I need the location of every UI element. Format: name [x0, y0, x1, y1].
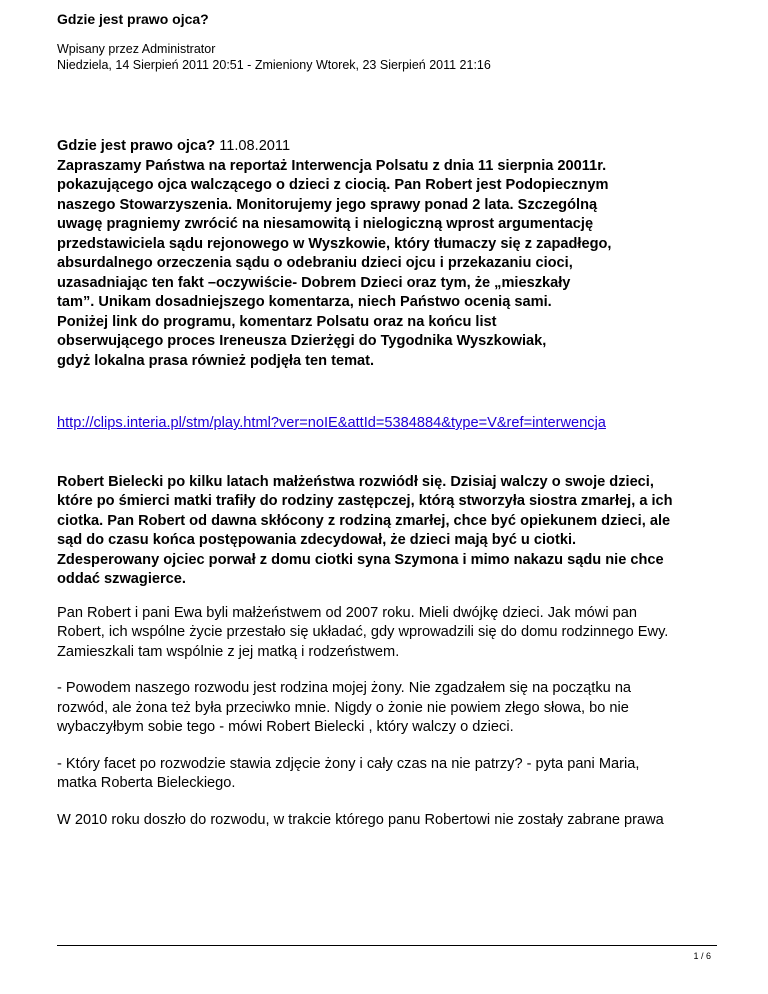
article-body: [57, 137, 723, 830]
body-paragraph-4: W 2010 roku doszło do rozwodu, w trakcie którego panu Robertowi nie zostały zabrane prawa: [57, 811, 664, 828]
links-intro-paragraph: Poniżej link do programu, komentarz Polsatu oraz na końcu list obserwującego proces Ireneusza Dzierżęgi do Tygodnika Wyszkowiak, gdyż lokalna prasa również podjęła ten temat.: [57, 313, 547, 369]
body-paragraph-1: Pan Robert i pani Ewa byli małżeństwem od 2007 roku. Mieli dwójkę dzieci. Jak mówi pan Robert, ich wspólne życie przestało się układać, gdy wprowadzili się do domu rodzinnego Ewy. Zamieszkali tam wspólnie z jej matką i rodzeństwem.: [57, 604, 669, 660]
page-number: 1 / 6: [693, 951, 711, 961]
dates-line: Niedziela, 14 Sierpień 2011 20:51 - Zmieniony Wtorek, 23 Sierpień 2011 21:16: [57, 58, 491, 72]
article-title: [57, 137, 723, 157]
page-header: [57, 10, 717, 73]
lead-paragraph: Robert Bielecki po kilku latach małżeństwa rozwiódł się. Dzisiaj walczy o swoje dzieci, które po śmierci matki trafiły do rodziny zastępczej, którą stworzyła siostra zmarłej, a ich ciotka. Pan Robert od dawna skłócony z rodziną zmarłej, chce być opiekunem dzieci, ale sąd do czasu końca postępowania zdecydował, że dzieci mają być u ciotki. Zdesperowany ojciec porwał z domu ciotki syna Szymona i mimo nakazu sądu nie chce oddać szwagierce.: [57, 473, 673, 587]
article-title-text: Gdzie jest prawo ojca?: [57, 138, 220, 154]
article-title-date: 11.08.2011: [219, 138, 291, 154]
body-paragraph-3: - Który facet po rozwodzie stawia zdjęcie żony i cały czas na nie patrzy? - pyta pani Maria, matka Roberta Bieleckiego.: [57, 755, 640, 791]
video-link[interactable]: http://clips.interia.pl/stm/play.html?ver=noIE&attId=5384884&type=V&ref=interwencja: [57, 415, 606, 431]
author-line: Wpisany przez Administrator: [57, 42, 216, 56]
document-title: Gdzie jest prawo ojca?: [57, 11, 209, 27]
intro-paragraph: Zapraszamy Państwa na reportaż Interwencja Polsatu z dnia 11 sierpnia 20011r. pokazującego ojca walczącego o dzieci z ciocią. Pan Robert jest Podopiecznym naszego Stowarzyszenia. Monitorujemy jego sprawy ponad 2 lata. Szczególną uwagę pragniemy zwrócić na niesamowitą i nielogiczną wprost argumentację przedstawiciela sądu rejonowego w Wyszkowie, który tłumaczy się z zapadłego, absurdalnego orzeczenia sądu o odebraniu dzieci ojcu i przekazaniu cioci, uzasadniając ten fakt –oczywiście- Dobrem Dzieci oraz tym, że „mieszkały tam”. Unikam dosadniejszego komentarza, niech Państwo ocenią sami.: [57, 157, 612, 310]
footer-divider: [57, 945, 717, 946]
body-paragraph-2: - Powodem naszego rozwodu jest rodzina mojej żony. Nie zgadzałem się na początku na rozwód, ale żona też była przeciwko mnie. Nigdy o żonie nie powiem złego słowa, bo nie wybaczyłbym sobie tego - mówi Robert Bielecki , który walczy o dzieci.: [57, 680, 632, 735]
